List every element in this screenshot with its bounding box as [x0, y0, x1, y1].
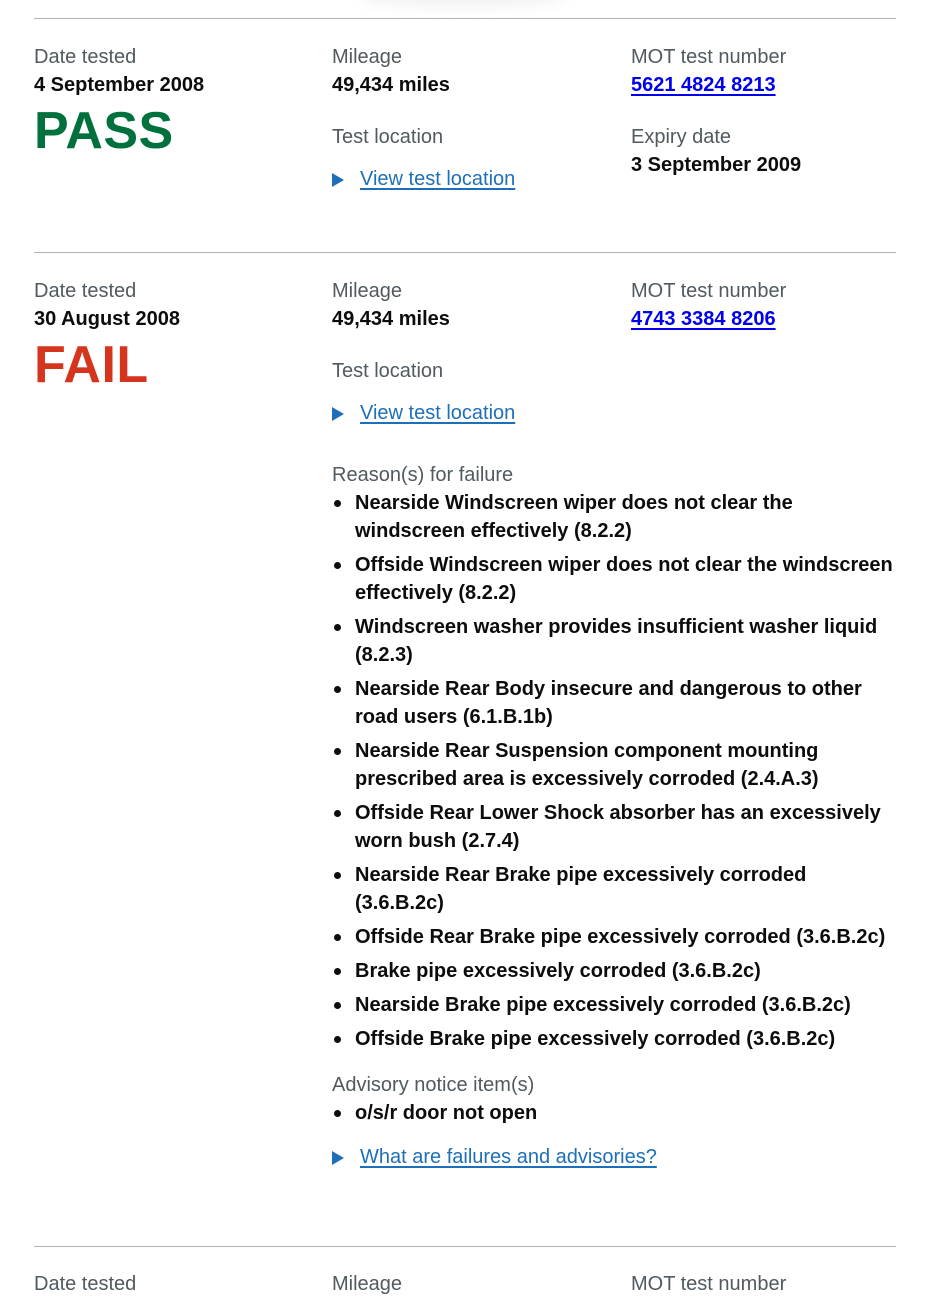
- failure-item: Offside Windscreen wiper does not clear the windscreen effectively (8.2.2): [332, 551, 900, 607]
- failure-item: Offside Rear Lower Shock absorber has an excessively worn bush (2.7.4): [332, 799, 900, 855]
- mileage-label: Mileage: [332, 280, 403, 302]
- divider: [34, 18, 896, 19]
- details-column: [332, 277, 896, 1171]
- view-test-location-link[interactable]: View test location: [360, 402, 516, 424]
- date-tested-value: 30 August 2008: [34, 308, 180, 330]
- view-test-location-link[interactable]: View test location: [360, 168, 516, 190]
- mileage-label: Mileage: [332, 46, 403, 68]
- failure-item: Offside Rear Brake pipe excessively corroded (3.6.B.2c): [332, 923, 915, 951]
- mileage-value: 49,434 miles: [332, 74, 450, 96]
- failure-reasons-list: [332, 489, 896, 1053]
- failure-reasons-label: Reason(s) for failure: [332, 464, 514, 486]
- advisory-label: Advisory notice item(s): [332, 1074, 535, 1096]
- result-column: [34, 277, 324, 394]
- mileage-label: Mileage: [332, 1273, 403, 1295]
- result-column: [34, 43, 324, 160]
- top-shadow: [360, 0, 565, 8]
- advisory-list: [332, 1099, 896, 1127]
- failure-item: Nearside Windscreen wiper does not clear the windscreen effectively (8.2.2): [332, 489, 900, 545]
- view-test-location-toggle[interactable]: [332, 399, 896, 427]
- mileage-value: 49,434 miles: [332, 308, 450, 330]
- mot-column: [631, 277, 896, 333]
- failure-item: Nearside Rear Brake pipe excessively corroded (3.6.B.2c): [332, 861, 900, 917]
- mot-column: [631, 43, 896, 179]
- date-tested-label: Date tested: [34, 1273, 137, 1295]
- mileage-column: [332, 43, 622, 193]
- failure-item: Brake pipe excessively corroded (3.6.B.2c): [332, 957, 900, 985]
- date-tested-value: 4 September 2008: [34, 74, 205, 96]
- test-location-label: Test location: [332, 126, 444, 148]
- failure-item: Nearside Rear Suspension component mounting prescribed area is excessively corroded (2.4.A.3): [332, 737, 900, 793]
- triangle-right-icon: [332, 1151, 344, 1165]
- test-location-label: Test location: [332, 360, 444, 382]
- result-fail: FAIL: [34, 336, 149, 394]
- view-test-location-toggle[interactable]: [332, 165, 622, 193]
- date-tested-label: Date tested: [34, 280, 137, 302]
- failure-item: Windscreen washer provides insufficient washer liquid (8.2.3): [332, 613, 900, 669]
- failures-advisories-help-link[interactable]: What are failures and advisories?: [360, 1146, 657, 1168]
- result-pass: PASS: [34, 102, 174, 160]
- advisory-item: o/s/r door not open: [332, 1099, 900, 1127]
- date-tested-label: Date tested: [34, 46, 137, 68]
- failure-item: Nearside Rear Body insecure and dangerous to other road users (6.1.B.1b): [332, 675, 900, 731]
- mot-test-number-link[interactable]: 5621 4824 8213: [631, 74, 776, 96]
- mot-test-number-link[interactable]: 4743 3384 8206: [631, 308, 776, 330]
- expiry-date-value: 3 September 2009: [631, 154, 802, 176]
- expiry-date-label: Expiry date: [631, 126, 732, 148]
- mot-test-number-label: MOT test number: [631, 280, 787, 302]
- triangle-right-icon: [332, 407, 344, 421]
- mot-test-number-label: MOT test number: [631, 1273, 787, 1295]
- failure-item: Offside Brake pipe excessively corroded (3.6.B.2c): [332, 1025, 900, 1053]
- mot-test-number-label: MOT test number: [631, 46, 787, 68]
- triangle-right-icon: [332, 173, 344, 187]
- divider: [34, 252, 896, 253]
- failure-item: Nearside Brake pipe excessively corroded (3.6.B.2c): [332, 991, 900, 1019]
- failures-advisories-help-toggle[interactable]: [332, 1143, 896, 1171]
- divider: [34, 1246, 896, 1247]
